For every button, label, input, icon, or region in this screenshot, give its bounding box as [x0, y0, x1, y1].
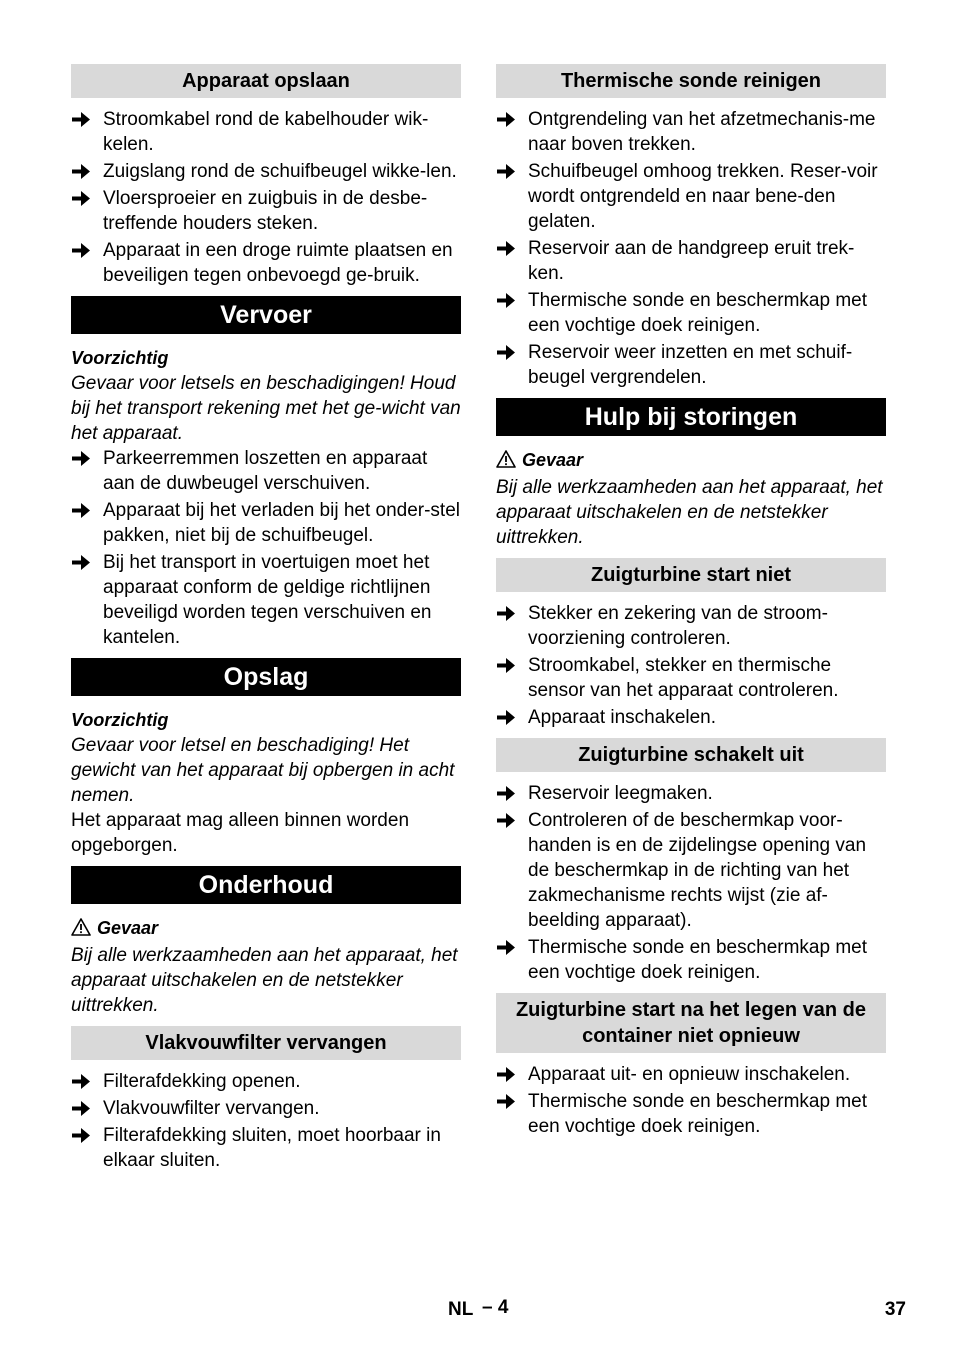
caution-title: Voorzichtig [71, 710, 169, 730]
arrow-right-icon [71, 498, 93, 523]
arrow-right-icon [71, 186, 93, 211]
right-column [496, 64, 886, 1141]
heading-vervoer: Vervoer [71, 296, 461, 334]
arrow-right-icon [71, 1069, 93, 1094]
list-item: Ontgrendeling van het afzetmechanis-me naar boven trekken. [496, 107, 886, 157]
caution-text: Gevaar voor letsels en beschadigingen! Houd bij het transport rekening met het ge-wicht van het apparaat. [71, 373, 461, 444]
arrow-right-icon [496, 236, 518, 261]
arrow-right-icon [496, 288, 518, 313]
heading-start-na-legen: Zuigturbine start na het legen van de container niet opnieuw [496, 993, 886, 1053]
arrow-right-icon [496, 1089, 518, 1114]
danger-title: Gevaar [496, 447, 886, 475]
arrow-right-icon [496, 601, 518, 626]
list-item: Stroomkabel, stekker en thermische sensor van het apparaat controleren. [496, 653, 886, 703]
heading-vlakvouwfilter: Vlakvouwfilter vervangen [71, 1026, 461, 1060]
list-item: Reservoir leegmaken. [496, 781, 886, 806]
arrow-right-icon [496, 1062, 518, 1087]
heading-start-niet: Zuigturbine start niet [496, 558, 886, 592]
arrow-right-icon [496, 653, 518, 678]
heading-hulp-bij-storingen: Hulp bij storingen [496, 398, 886, 436]
arrow-right-icon [71, 446, 93, 471]
list-item: Zuigslang rond de schuifbeugel wikke-len. [71, 159, 461, 184]
arrow-right-icon [496, 159, 518, 184]
warning-triangle-icon [496, 449, 516, 475]
arrow-right-icon [71, 1123, 93, 1148]
arrow-right-icon [496, 935, 518, 960]
warning-triangle-icon [71, 917, 91, 943]
list-schakelt-uit [496, 781, 886, 985]
list-item: Parkeerremmen loszetten en apparaat aan de duwbeugel verschuiven. [71, 446, 461, 496]
list-item: Apparaat in een droge ruimte plaatsen en beveiligen tegen onbevoegd ge-bruik. [71, 238, 461, 288]
arrow-right-icon [496, 808, 518, 833]
footer-language: NL [448, 1299, 474, 1320]
list-item: Bij het transport in voertuigen moet het apparaat conform de geldige richtlijnen beveiligd worden tegen verschuiven en kantelen. [71, 550, 461, 650]
list-item: Thermische sonde en beschermkap met een vochtige doek reinigen. [496, 1089, 886, 1139]
list-vervoer [71, 446, 461, 650]
heading-opslag: Opslag [71, 658, 461, 696]
heading-thermische-sonde: Thermische sonde reinigen [496, 64, 886, 98]
arrow-right-icon [71, 107, 93, 132]
list-thermische-sonde [496, 107, 886, 390]
arrow-right-icon [496, 705, 518, 730]
list-vlakvouwfilter [71, 1069, 461, 1173]
list-item: Schuifbeugel omhoog trekken. Reser-voir wordt ontgrendeld en naar bene-den gelaten. [496, 159, 886, 234]
danger-title: Gevaar [71, 915, 461, 943]
arrow-right-icon [71, 238, 93, 263]
list-item: Filterafdekking openen. [71, 1069, 461, 1094]
heading-apparaat-opslaan: Apparaat opslaan [71, 64, 461, 98]
caution-text: Gevaar voor letsel en beschadiging! Het gewicht van het apparaat bij opbergen in acht nemen. [71, 735, 455, 806]
footer-section: – 4 [482, 1297, 509, 1318]
list-item: Vlakvouwfilter vervangen. [71, 1096, 461, 1121]
arrow-right-icon [496, 340, 518, 365]
danger-text: Bij alle werkzaamheden aan het apparaat, het apparaat uitschakelen en de netstekker uittrekken. [71, 945, 458, 1016]
page-number: 37 [884, 1299, 906, 1320]
arrow-right-icon [496, 781, 518, 806]
list-item: Filterafdekking sluiten, moet hoorbaar in elkaar sluiten. [71, 1123, 461, 1173]
list-item: Controleren of de beschermkap voor-handen is en de zijdelingse opening van de beschermkap in de richting van het zakmechanisme rechts wijst (zie af-beelding apparaat). [496, 808, 886, 933]
list-item: Reservoir aan de handgreep eruit trek-ken. [496, 236, 886, 286]
list-start-na-legen [496, 1062, 886, 1139]
arrow-right-icon [496, 107, 518, 132]
heading-schakelt-uit: Zuigturbine schakelt uit [496, 738, 886, 772]
list-item: Stroomkabel rond de kabelhouder wik-kelen. [71, 107, 461, 157]
list-item: Vloersproeier en zuigbuis in de desbe-treffende houders steken. [71, 186, 461, 236]
storage-text: Het apparaat mag alleen binnen worden opgeborgen. [71, 810, 410, 856]
arrow-right-icon [71, 1096, 93, 1121]
list-item: Apparaat uit- en opnieuw inschakelen. [496, 1062, 886, 1087]
left-column [71, 64, 461, 1175]
list-item: Thermische sonde en beschermkap met een vochtige doek reinigen. [496, 935, 886, 985]
list-start-niet [496, 601, 886, 730]
arrow-right-icon [71, 159, 93, 184]
list-apparaat-opslaan [71, 107, 461, 288]
arrow-right-icon [71, 550, 93, 575]
heading-onderhoud: Onderhoud [71, 866, 461, 904]
list-item: Thermische sonde en beschermkap met een vochtige doek reinigen. [496, 288, 886, 338]
list-item: Apparaat inschakelen. [496, 705, 886, 730]
caution-title: Voorzichtig [71, 348, 169, 368]
danger-text: Bij alle werkzaamheden aan het apparaat, het apparaat uitschakelen en de netstekker uittrekken. [496, 477, 883, 548]
list-item: Reservoir weer inzetten en met schuif-beugel vergrendelen. [496, 340, 886, 390]
list-item: Stekker en zekering van de stroom-voorziening controleren. [496, 601, 886, 651]
list-item: Apparaat bij het verladen bij het onder-stel pakken, niet bij de schuifbeugel. [71, 498, 461, 548]
